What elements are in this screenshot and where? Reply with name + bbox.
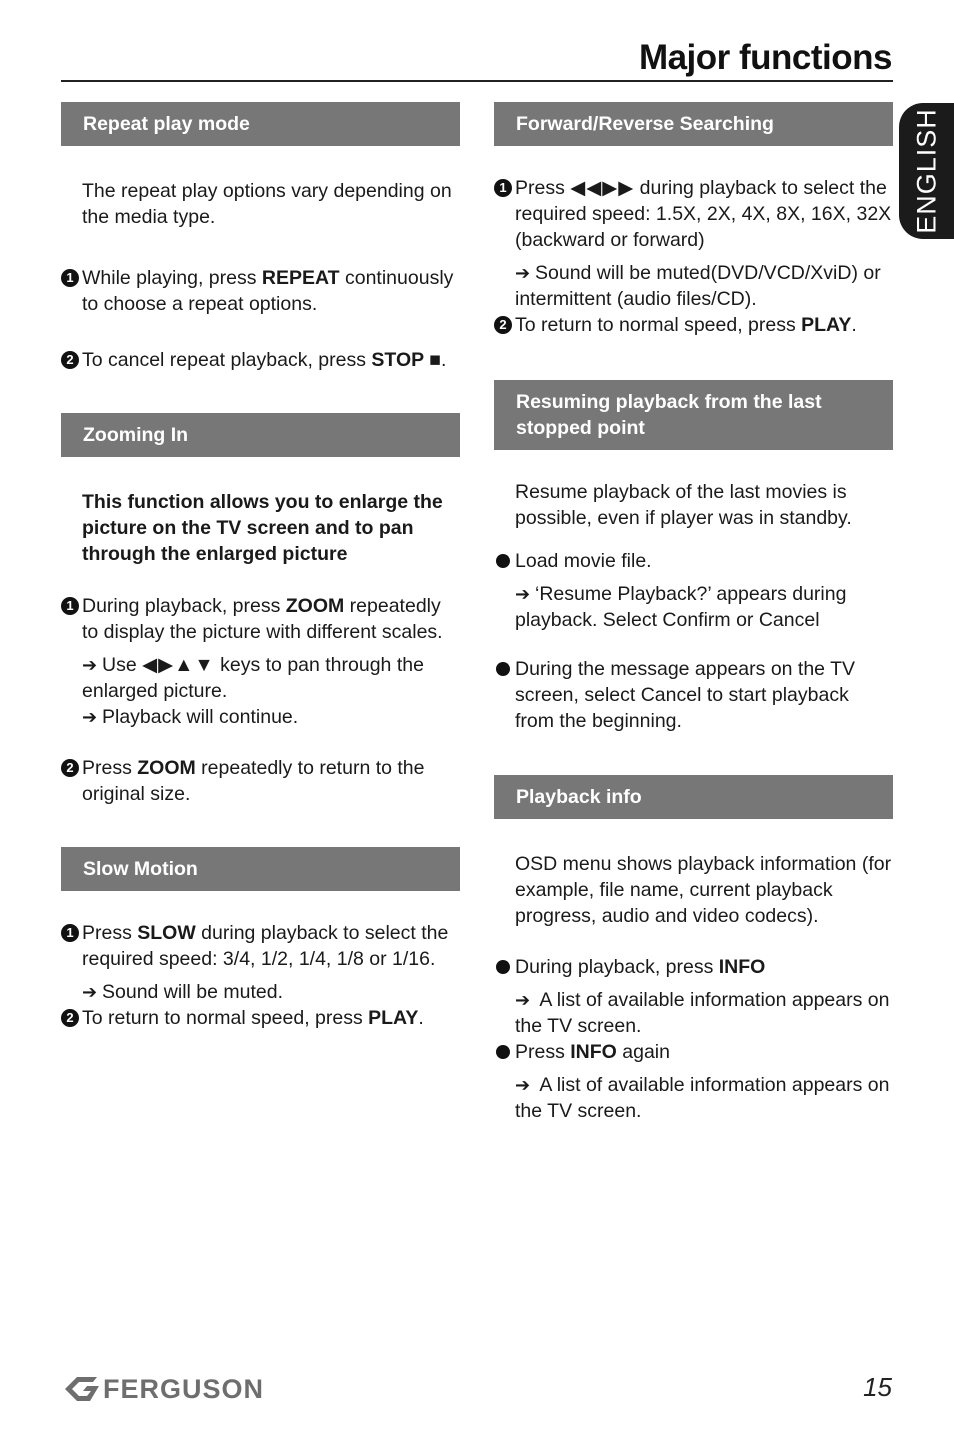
stop-icon: ■ [423,349,441,371]
key-name: INFO [718,956,766,978]
repeat-section [61,102,460,373]
repeat-step-1 [61,265,460,317]
info-intro: OSD menu shows playback information (for example, file name, current playback progress, audio and video codecs). [515,853,892,927]
title-rule [61,80,893,82]
step-text: continuously to choose a repeat options. [82,267,454,315]
key-name: STOP [371,349,424,371]
step-number-2: 2 [61,351,79,369]
bullet-text: During playback, press [515,956,719,978]
key-name: INFO [570,1041,617,1063]
arrow-text: Playback will continue. [102,706,299,728]
zoom-step-2 [61,755,460,807]
zoom-heading: Zooming In [61,413,460,457]
key-name: PLAY [801,314,852,336]
zoom-intro: This function allows you to enlarge the picture on the TV screen and to pan through the enlarged picture [82,491,443,565]
page-number: 15 [863,1372,892,1402]
step-text: During playback, press [82,595,286,617]
step-text: repeatedly to display the picture with different scales. [82,595,443,643]
bullet-icon [496,554,510,568]
resume-intro: Resume playback of the last movies is possible, even if player was in standby. [515,481,852,529]
repeat-step-2 [61,347,460,373]
arrow-text: ‘Resume Playback?’ appears during playback. Select Confirm or Cancel [515,583,847,631]
info-bullet-1 [494,954,893,980]
arrow-icon: ➔ [82,707,98,727]
key-name: REPEAT [261,267,340,289]
bullet-text: again [616,1041,670,1063]
zoom-arrow-1 [61,652,460,704]
arrow-text: Sound will be muted(DVD/VCD/XviD) or intermittent (audio files/CD). [515,262,881,310]
language-tab [899,103,954,239]
resume-heading: Resuming playback from the last stopped point [494,380,893,450]
arrow-icon: ➔ [515,990,531,1010]
rewind-forward-icon: ◀◀▶▶ [570,177,635,199]
zoom-section [61,413,460,807]
slow-heading: Slow Motion [61,847,460,891]
step-number-1: 1 [494,179,512,197]
search-arrow-1 [494,260,893,312]
resume-bullet-1 [494,548,893,574]
step-number-1: 1 [61,924,79,942]
search-step-2 [494,312,893,338]
step-text: Press [515,177,571,199]
step-text: Press [82,922,138,944]
page-title: Major functions [638,38,892,77]
step-text: To return to normal speed, press [82,1007,369,1029]
resume-arrow-1 [494,581,893,633]
info-arrow-1 [494,987,893,1039]
bullet-icon [496,1045,510,1059]
arrow-text: Sound will be muted. [102,981,284,1003]
arrow-icon: ➔ [82,982,98,1002]
slow-section [61,847,460,1031]
search-heading: Forward/Reverse Searching [494,102,893,146]
arrow-text: Use [102,654,143,676]
arrow-icon: ➔ [515,1075,531,1095]
step-text: To cancel repeat playback, press [82,349,372,371]
step-text: during playback to select the required speed: 3/4, 1/2, 1/4, 1/8 or 1/16. [82,922,449,970]
bullet-text: Press [515,1041,571,1063]
arrow-text: A list of available information appears on the TV screen. [515,989,890,1037]
zoom-step-1 [61,593,460,645]
right-column [494,102,893,1124]
step-number-2: 2 [61,759,79,777]
slow-step-1 [61,920,460,972]
step-text: . [851,314,857,336]
zoom-arrow-2 [61,704,460,730]
slow-arrow-1 [61,979,460,1005]
step-number-2: 2 [494,316,512,334]
step-text: . [418,1007,424,1029]
arrow-icon: ➔ [82,655,98,675]
slow-step-2 [61,1005,460,1031]
direction-keys-icon: ◀▶▲▼ [142,654,215,676]
arrow-icon: ➔ [515,584,531,604]
key-name: ZOOM [285,595,345,617]
search-step-1 [494,175,893,253]
key-name: PLAY [368,1007,419,1029]
brand-logo-text: FERGUSON [103,1373,265,1404]
step-number-2: 2 [61,1009,79,1027]
resume-bullet-2 [494,656,893,734]
key-name: SLOW [137,922,196,944]
search-section [494,102,893,338]
arrow-icon: ➔ [515,263,531,283]
bullet-icon [496,960,510,974]
repeat-intro: The repeat play options vary depending on the media type. [82,180,452,228]
step-number-1: 1 [61,269,79,287]
resume-section [494,380,893,734]
step-text: While playing, press [82,267,262,289]
left-column [61,102,460,1031]
ferguson-logo-icon [63,1374,99,1404]
info-arrow-2 [494,1072,893,1124]
brand-logo [63,1372,264,1406]
key-name: ZOOM [137,757,196,779]
step-text: . [441,349,447,371]
step-number-1: 1 [61,597,79,615]
repeat-heading: Repeat play mode [61,102,460,146]
arrow-text: keys to pan through the enlarged picture. [82,654,424,702]
info-bullet-2 [494,1039,893,1065]
info-heading: Playback info [494,775,893,819]
arrow-text: A list of available information appears on the TV screen. [515,1074,890,1122]
bullet-icon [496,662,510,676]
step-text: To return to normal speed, press [515,314,802,336]
bullet-text: Load movie file. [515,550,652,572]
bullet-text: During the message appears on the TV screen, select Cancel to start playback from the beginning. [515,658,856,732]
language-tab-label: ENGLISH [911,108,942,234]
step-text: Press [82,757,138,779]
step-text: repeatedly to return to the original size. [82,757,425,805]
info-section [494,775,893,1124]
step-text: during playback to select the required speed: 1.5X, 2X, 4X, 8X, 16X, 32X (backward or forward) [515,177,892,251]
